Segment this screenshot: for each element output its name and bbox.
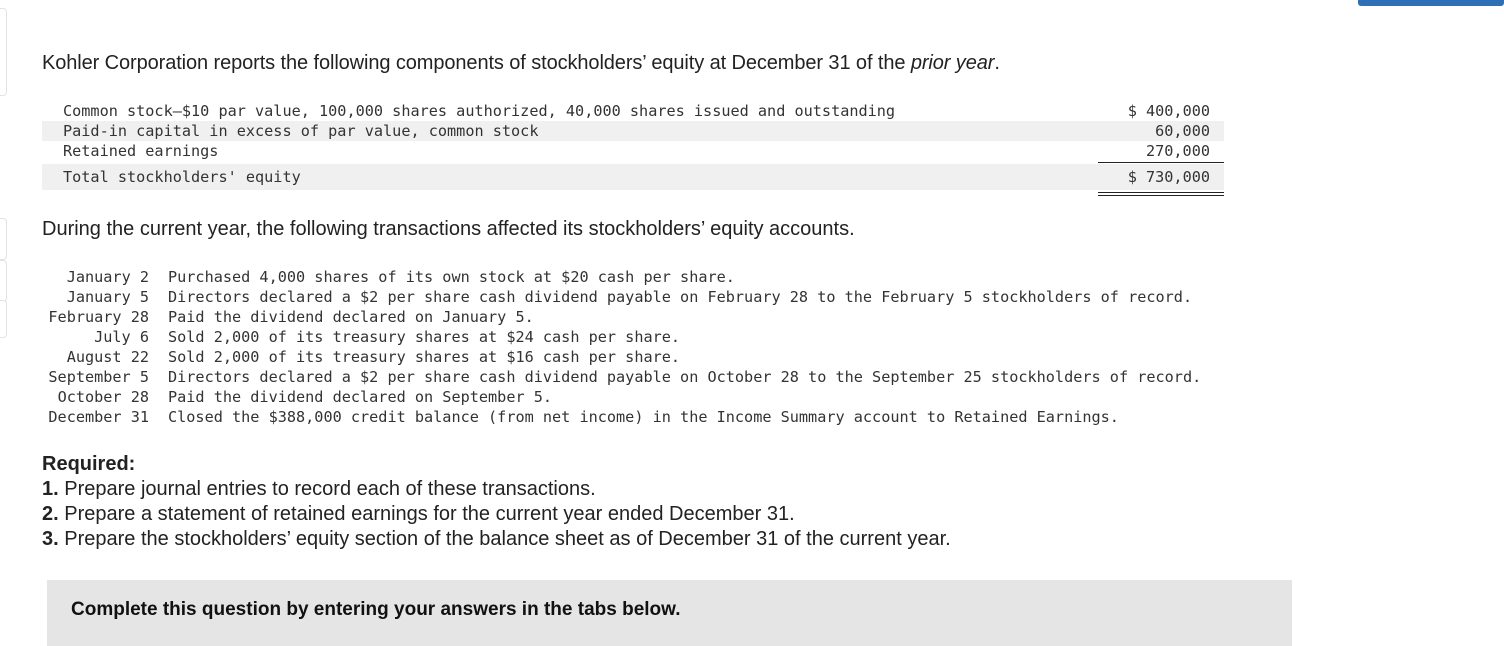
required-item-text: Prepare the stockholders’ equity section of the balance sheet as of December 31 of the current year. — [58, 528, 951, 550]
required-item — [42, 527, 951, 552]
required-item — [42, 502, 951, 527]
transaction-row — [42, 287, 1201, 307]
transaction-row — [42, 307, 1201, 327]
equity-row — [42, 101, 1224, 121]
equity-row — [42, 121, 1224, 141]
required-item-number: 2. — [42, 503, 59, 525]
equity-total-row — [42, 164, 1224, 190]
equity-row-amount: 60,000 — [1155, 122, 1210, 140]
transactions-intro: During the current year, the following transactions affected its stockholders’ equity accounts. — [42, 218, 855, 240]
side-tab — [0, 300, 7, 338]
transaction-row — [42, 407, 1201, 427]
intro-end: . — [994, 52, 1000, 74]
transaction-row — [42, 347, 1201, 367]
equity-row-label: Common stock—$10 par value, 100,000 shares authorized, 40,000 shares issued and outstanding — [63, 102, 896, 120]
transaction-desc: Sold 2,000 of its treasury shares at $24 cash per share. — [168, 328, 681, 346]
transaction-row — [42, 267, 1201, 287]
transaction-desc: Paid the dividend declared on September 5. — [168, 388, 553, 406]
required-item-number: 3. — [42, 528, 59, 550]
top-accent-bar — [1358, 0, 1504, 6]
transaction-date: October 28 — [57, 388, 149, 406]
transaction-date: January 5 — [66, 288, 149, 306]
transaction-date: September 5 — [48, 368, 149, 386]
transaction-row — [42, 327, 1201, 347]
intro-emphasis: prior year — [910, 52, 995, 74]
required-item-number: 1. — [42, 478, 59, 500]
transaction-date: January 2 — [66, 268, 149, 286]
transaction-row — [42, 367, 1201, 387]
transaction-desc: Paid the dividend declared on January 5. — [168, 308, 534, 326]
side-tab — [0, 218, 7, 260]
complete-question-banner — [47, 580, 1292, 646]
transaction-date: July 6 — [94, 328, 149, 346]
required-item-text: Prepare journal entries to record each of these transactions. — [58, 478, 596, 500]
transactions-table — [42, 267, 1201, 427]
required-item — [42, 477, 951, 502]
equity-row-amount: $ 400,000 — [1127, 102, 1210, 120]
transaction-row — [42, 387, 1201, 407]
side-tab — [0, 8, 7, 96]
required-item-text: Prepare a statement of retained earnings for the current year ended December 31. — [58, 503, 795, 525]
equity-row-amount: 270,000 — [1145, 142, 1210, 160]
required-title: Required: — [42, 453, 136, 475]
subtotal-rule — [1098, 162, 1224, 163]
required-section — [42, 452, 951, 552]
equity-row-label: Paid-in capital in excess of par value, common stock — [63, 122, 539, 140]
total-double-rule-top — [1098, 192, 1224, 193]
equity-total-amount: $ 730,000 — [1127, 168, 1210, 186]
side-tab — [0, 260, 7, 302]
transaction-desc: Closed the $388,000 credit balance (from net income) in the Income Summary account to Retained Earnings. — [168, 408, 1119, 426]
transaction-desc: Directors declared a $2 per share cash dividend payable on February 28 to the February 5 stockholders of record. — [168, 288, 1193, 306]
equity-table — [42, 101, 1224, 190]
transaction-date: February 28 — [48, 308, 149, 326]
transaction-desc: Directors declared a $2 per share cash dividend payable on October 28 to the September 25 stockholders of record. — [168, 368, 1202, 386]
intro-main: Kohler Corporation reports the following components of stockholders’ equity at December 31 of the — [42, 52, 911, 74]
transaction-desc: Purchased 4,000 shares of its own stock at $20 cash per share. — [168, 268, 735, 286]
equity-row-label: Retained earnings — [63, 142, 219, 160]
transaction-date: August 22 — [66, 348, 149, 366]
total-double-rule-bottom — [1098, 195, 1224, 196]
complete-question-text: Complete this question by entering your answers in the tabs below. — [71, 599, 681, 620]
equity-total-label: Total stockholders' equity — [63, 168, 301, 186]
intro-text — [42, 52, 1000, 75]
transaction-desc: Sold 2,000 of its treasury shares at $16 cash per share. — [168, 348, 681, 366]
equity-row — [42, 141, 1224, 161]
transaction-date: December 31 — [48, 408, 149, 426]
